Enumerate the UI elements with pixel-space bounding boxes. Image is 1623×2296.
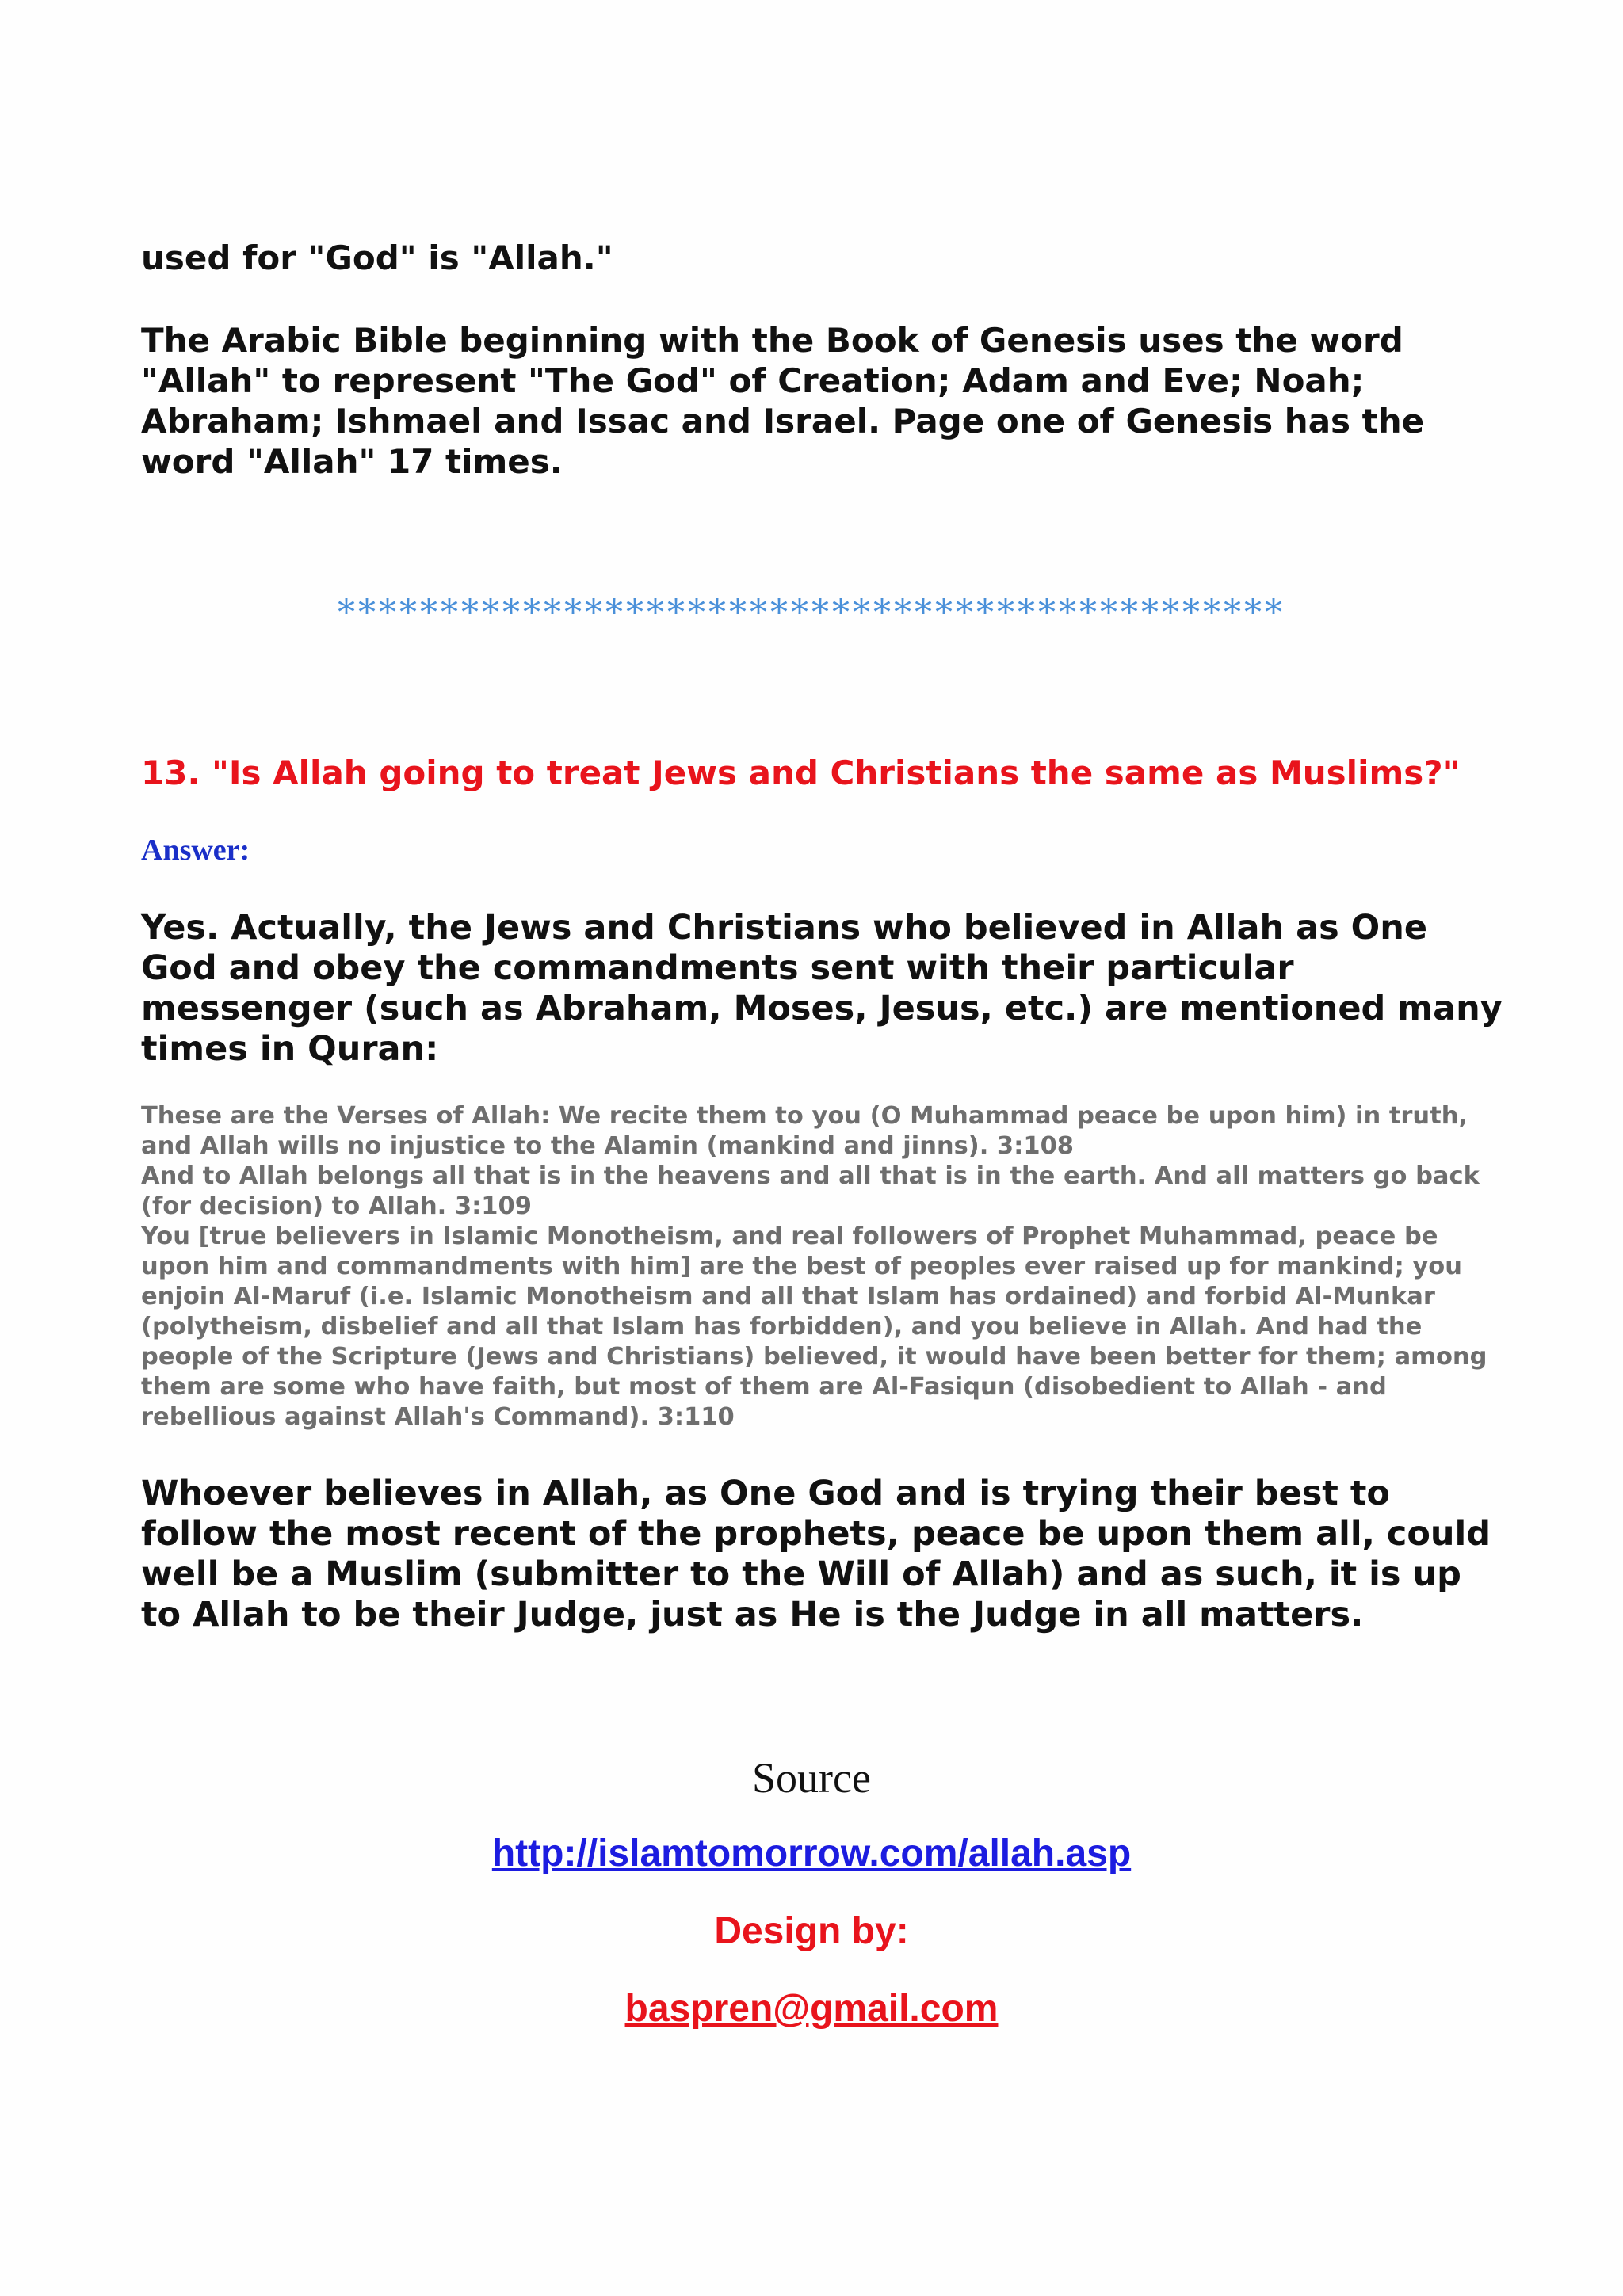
closing-paragraph: Whoever believes in Allah, as One God and is trying their best to follow the most recent of the prophets, peace be upon them all, could well be a Muslim (submitter to the Will of Allah) and as such, it is up to Allah to be their Judge, just as He is the Judge in all matters. — [141, 1474, 1491, 1634]
design-by-label: Design by: — [714, 1910, 909, 1952]
intro-paragraph: The Arabic Bible beginning with the Book of Genesis uses the word "Allah" to represent "The God" of Creation; Adam and Eve; Noah; Abraham; Ishmael and Issac and Israel. Page one of Genesis has the word "Allah" 17 times. — [141, 321, 1425, 481]
answer-label: Answer: — [141, 833, 250, 867]
separator-stars: ********************************************** — [338, 593, 1285, 633]
source-link[interactable]: http://islamtomorrow.com/allah.asp — [491, 1833, 1132, 1875]
quran-verses — [141, 1101, 1504, 1432]
source-label: Source — [752, 1754, 871, 1802]
verse-3-110: You [true believers in Islamic Monotheism, and real followers of Prophet Muhammad, peace be upon him and commandments with him] are the best of peoples ever raised up for mankind; you enjoin Al-Maruf (i.e. Islamic Monotheism and all that Islam has ordained) and forbid Al-Munkar (polytheism, disbelief and all that Islam has forbidden), and you believe in Allah. And had the people of the Scripture (Jews and Christians) believed, it would have been better for them; among them are some who have faith, but most of them are Al-Fasiqun (disobedient to Allah - and rebellious against Allah's Command). 3:110 — [141, 1222, 1487, 1431]
question-heading: 13. "Is Allah going to treat Jews and Christians the same as Muslims?" — [141, 753, 1461, 792]
verse-3-109: And to Allah belongs all that is in the heavens and all that is in the earth. And all matters go back (for decision) to Allah. 3:109 — [141, 1162, 1480, 1220]
intro-line: used for "God" is "Allah." — [141, 238, 613, 277]
designer-email-link[interactable]: baspren@gmail.com — [624, 1988, 999, 2030]
verse-3-108: These are the Verses of Allah: We recite them to you (O Muhammad peace be upon him) in truth, and Allah wills no injustice to the Alamin (mankind and jinns). 3:108 — [141, 1102, 1468, 1160]
answer-paragraph: Yes. Actually, the Jews and Christians who believed in Allah as One God and obey the commandments sent with their particular messenger (such as Abraham, Moses, Jesus, etc.) are mentioned many times in Quran: — [141, 908, 1503, 1069]
